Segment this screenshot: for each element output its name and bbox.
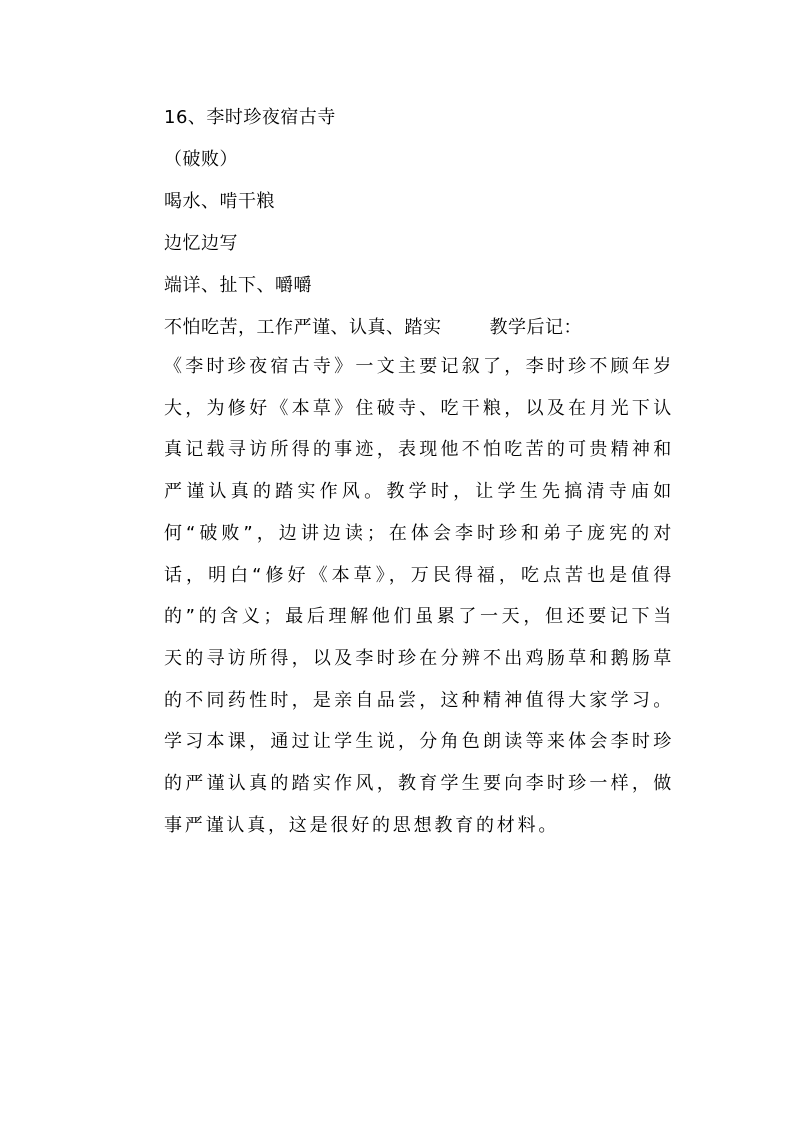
lesson-title: 16、李时珍夜宿古寺 <box>164 107 336 128</box>
summary-row <box>164 316 582 340</box>
note-line-2: 喝水、啃干粮 <box>164 191 275 212</box>
summary-line: 不怕吃苦，工作严谨、认真、踏实 <box>164 317 442 338</box>
note-line-1: （破败） <box>164 149 238 170</box>
note-line-3: 边忆边写 <box>164 233 238 254</box>
postscript-label: 教学后记： <box>489 317 582 338</box>
note-line-4: 端详、扯下、嚼嚼 <box>164 275 312 296</box>
postscript-body: 《李时珍夜宿古寺》一文主要记叙了，李时珍不顾年岁大，为修好《本草》住破寺、吃干粮，以及在月光下认真记载寻访所得的事迹，表现他不怕吃苦的可贵精神和严谨认真的踏实作风。教学时，让学生先搞清寺庙如何“破败”，边讲边读；在体会李时珍和弟子庞宪的对话，明白“修好《本草》，万民得福，吃点苦也是值得的”的含义；最后理解他们虽累了一天，但还要记下当天的寻访所得，以及李时珍在分辨不出鸡肠草和鹅肠草的不同药性时，是亲自品尝，这种精神值得大家学习。学习本课，通过让学生说，分角色朗读等来体会李时珍的严谨认真的踏实作风，教育学生要向李时珍一样，做事严谨认真，这是很好的思想教育的材料。 <box>164 356 674 836</box>
